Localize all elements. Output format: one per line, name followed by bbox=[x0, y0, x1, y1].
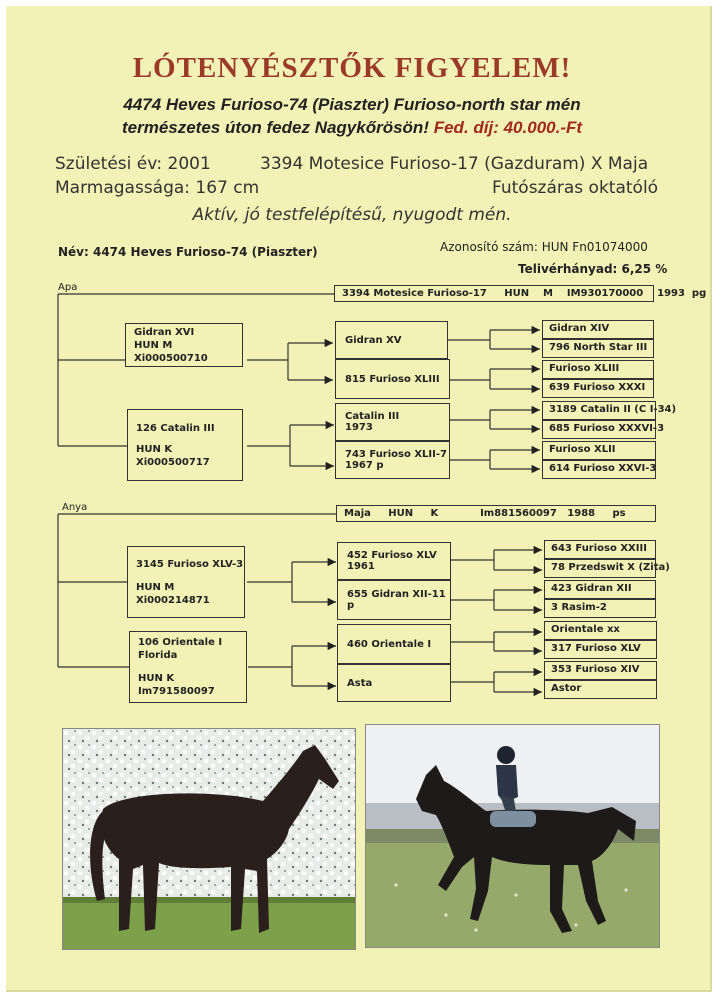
pedigree-leaf: Astor bbox=[544, 680, 657, 699]
height: Marmagassága: 167 cm bbox=[55, 178, 260, 198]
dam-label: Anya bbox=[62, 502, 88, 513]
pedigree-leaf: 423 Gidran XII bbox=[544, 580, 656, 599]
tagline: Aktív, jó testfelépítésű, nyugodt mén. bbox=[192, 205, 512, 225]
birth-year: Születési év: 2001 bbox=[55, 154, 211, 174]
horse-name: Név: 4474 Heves Furioso-74 (Piaszter) bbox=[58, 245, 318, 259]
page-title: LÓTENYÉSZTŐK FIGYELEM! bbox=[132, 52, 572, 84]
thoroughbred-ratio: Telivérhányad: 6,25 % bbox=[518, 262, 668, 276]
pedigree-leaf: 796 North Star III bbox=[542, 339, 654, 358]
dam-dam-name: 106 Orientale I Florida bbox=[138, 637, 223, 661]
dam-sire-box bbox=[127, 546, 245, 618]
stud-fee: Fed. díj: 40.000.-Ft bbox=[433, 118, 583, 137]
pedigree-leaf: Gidran XIV bbox=[542, 320, 654, 339]
ggs-name: Gidran XV bbox=[345, 334, 402, 346]
ggs-year: p bbox=[347, 600, 355, 611]
sire-label: Apa bbox=[58, 282, 78, 293]
sire-ggs-4 bbox=[335, 441, 450, 479]
pedigree-leaf: 614 Furioso XXVI-3 bbox=[542, 460, 656, 479]
ggs-year: 1967 p bbox=[345, 460, 384, 471]
sire-sire-box bbox=[125, 323, 243, 367]
pedigree-leaf: 685 Furioso XXXVI-3 bbox=[542, 420, 656, 439]
ggs-name: Catalin III bbox=[345, 411, 400, 422]
pedigree-leaf: Furioso XLII bbox=[542, 441, 656, 460]
sire-dam-code: HUN K Xi000500717 bbox=[136, 443, 210, 468]
horse-id: Azonosító szám: HUN Fn01074000 bbox=[440, 240, 648, 254]
stallion-standing-photo bbox=[62, 728, 356, 950]
pedigree-leaf: 639 Furioso XXXI bbox=[542, 379, 654, 398]
sire-sire-name: Gidran XVI bbox=[134, 326, 195, 338]
ggs-name: 655 Gidran XII-11 bbox=[347, 589, 446, 600]
dam-dam-code: HUN K Im791580097 bbox=[138, 673, 215, 697]
sire-ggs-2 bbox=[335, 359, 450, 399]
subtitle-line-1: 4474 Heves Furioso-74 (Piaszter) Furioso-north star mén bbox=[123, 95, 581, 114]
pedigree-leaf: 317 Furioso XLV bbox=[544, 640, 657, 659]
stallion-standing-illustration bbox=[63, 729, 355, 949]
ggs-name: 460 Orientale I bbox=[347, 638, 432, 650]
sire-sire-code: HUN M Xi000500710 bbox=[134, 339, 208, 364]
sire-dam-box bbox=[127, 409, 243, 481]
sire-ggs-1 bbox=[335, 321, 448, 359]
pedigree-leaf: 353 Furioso XIV bbox=[544, 661, 657, 680]
ggs-year: 1961 bbox=[347, 561, 375, 572]
sire-ggs-3 bbox=[335, 403, 450, 441]
stallion-ridden-photo bbox=[365, 724, 660, 948]
ggs-year: 1973 bbox=[345, 422, 373, 433]
dam-ggs-4 bbox=[337, 664, 451, 702]
dam-ggs-2 bbox=[337, 580, 451, 620]
dam-sire-code: HUN M Xi000214871 bbox=[136, 581, 210, 606]
pedigree-leaf: Orientale xx bbox=[544, 621, 657, 640]
ggs-name: Asta bbox=[347, 677, 373, 689]
stallion-ridden-illustration bbox=[366, 725, 659, 947]
pedigree-leaf: 3 Rasim-2 bbox=[544, 599, 656, 618]
dam-header: Maja HUN K Im881560097 1988 ps bbox=[336, 505, 656, 522]
sire-header: 3394 Motesice Furioso-17 HUN M IM930170000 1993 pg bbox=[334, 285, 654, 302]
pedigree-leaf: Furioso XLIII bbox=[542, 360, 654, 379]
ggs-name: 743 Furioso XLII-7 bbox=[345, 449, 447, 460]
pedigree-leaf: 643 Furioso XXIII bbox=[544, 540, 656, 559]
subtitle-text: természetes úton fedez Nagykőrösön! bbox=[121, 118, 429, 137]
pedigree-leaf: 78 Przedswit X (Zita) bbox=[544, 559, 656, 578]
dam-sire-name: 3145 Furioso XLV-3 bbox=[136, 558, 244, 570]
dam-ggs-1 bbox=[337, 542, 451, 580]
dam-dam-box bbox=[129, 631, 247, 703]
pedigree-leaf: 3189 Catalin II (C I-34) bbox=[542, 401, 656, 420]
parentage: 3394 Motesice Furioso-17 (Gazduram) X Maja bbox=[260, 154, 649, 174]
discipline: Futószáras oktatóló bbox=[492, 178, 659, 198]
dam-ggs-3 bbox=[337, 624, 451, 664]
sire-dam-name: 126 Catalin III bbox=[136, 422, 215, 434]
ggs-name: 452 Furioso XLV bbox=[347, 550, 437, 561]
ggs-name: 815 Furioso XLIII bbox=[345, 373, 440, 385]
